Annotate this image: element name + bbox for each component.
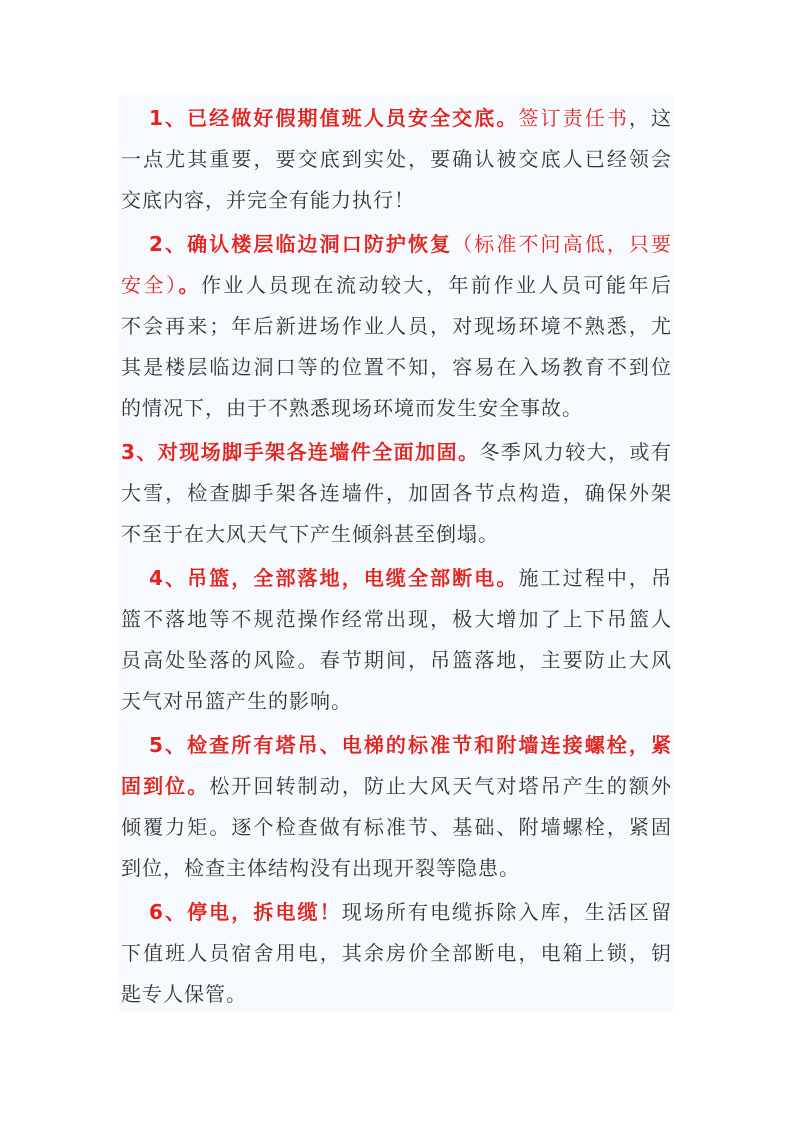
text-line — [121, 347, 672, 388]
text-line — [121, 974, 672, 1015]
text-line — [121, 180, 672, 221]
body-text: 一点尤其重要，要交底到实处，要确认被交底人已经领会 — [121, 147, 672, 171]
heading-text: 6、停电，拆电缆！ — [149, 900, 342, 924]
paragraph-1 — [121, 98, 672, 221]
heading-text: 3、对现场脚手架各连墙件全面加固。 — [121, 440, 480, 464]
paragraph-3 — [121, 432, 672, 555]
body-text: 大雪，检查脚手架各连墙件，加固各节点构造，确保外架 — [121, 481, 672, 505]
body-text: 松开回转制动，防止大风天气对塔吊产生的额外 — [209, 774, 673, 798]
body-text: 施工过程中，吊 — [518, 566, 672, 590]
body-text: 冬季风力较大，或有 — [479, 440, 672, 464]
heading-text: 4、吊篮，全部落地，电缆全部断电。 — [149, 566, 519, 590]
body-text: 其是楼层临边洞口等的位置不知，容易在入场教育不到位 — [121, 355, 672, 379]
heading-text: 。 — [178, 273, 201, 297]
text-line — [121, 599, 672, 640]
body-text: 不会再来；年后新进场作业人员，对现场环境不熟悉，尤 — [121, 314, 672, 338]
text-line — [121, 933, 672, 974]
body-text: 交底内容，并完全有能力执行！ — [121, 188, 415, 212]
body-text: 匙专人保管。 — [121, 982, 247, 1006]
text-line — [121, 725, 672, 766]
text-line — [121, 558, 672, 599]
text-line — [121, 807, 672, 848]
heading-text: 固到位。 — [121, 774, 210, 798]
text-line — [121, 432, 672, 473]
text-line — [121, 98, 672, 139]
text-line — [121, 640, 672, 681]
text-line — [121, 388, 672, 429]
paragraph-2 — [121, 224, 672, 429]
text-line — [121, 265, 672, 306]
heading-text: 5、检查所有塔吊、电梯的标准节和附墙连接螺栓，紧 — [149, 733, 672, 757]
paragraph-4 — [121, 558, 672, 722]
document-body — [121, 98, 672, 1018]
body-text: 作业人员现在流动较大，年前作业人员可能年后 — [201, 273, 672, 297]
text-line — [121, 848, 672, 889]
body-text: 不至于在大风天气下产生倾斜甚至倒塌。 — [121, 522, 499, 546]
text-line — [121, 514, 672, 555]
body-text: 篮不落地等不规范操作经常出现，极大增加了上下吊篮人 — [121, 607, 672, 631]
text-line — [121, 224, 672, 265]
text-line — [121, 766, 672, 807]
text-line — [121, 139, 672, 180]
body-text: 下值班人员宿舍用电，其余房价全部断电，电箱上锁，钥 — [121, 941, 672, 965]
paragraph-5 — [121, 725, 672, 889]
heading-text: 2、确认楼层临边洞口防护恢复 — [149, 232, 453, 256]
text-line — [121, 306, 672, 347]
highlight-text: 签订责任书 — [518, 106, 629, 130]
body-text: 到位，检查主体结构没有出现开裂等隐患。 — [121, 856, 520, 880]
body-text: 员高处坠落的风险。春节期间，吊篮落地，主要防止大风 — [121, 648, 672, 672]
text-line — [121, 892, 672, 933]
body-text: 倾覆力矩。逐个检查做有标准节、基础、附墙螺栓，紧固 — [121, 815, 672, 839]
highlight-text: 安全） — [121, 273, 179, 297]
highlight-text: （标准不问高低，只要 — [452, 232, 673, 256]
text-line — [121, 473, 672, 514]
text-line — [121, 681, 672, 722]
paragraph-6 — [121, 892, 672, 1015]
body-text: 现场所有电缆拆除入库，生活区留 — [341, 900, 672, 924]
body-text: 的情况下，由于不熟悉现场环境而发生安全事故。 — [121, 396, 583, 420]
body-text: ，这 — [628, 106, 672, 130]
body-text: 天气对吊篮产生的影响。 — [121, 689, 352, 713]
heading-text: 1、已经做好假期值班人员安全交底。 — [149, 106, 519, 130]
